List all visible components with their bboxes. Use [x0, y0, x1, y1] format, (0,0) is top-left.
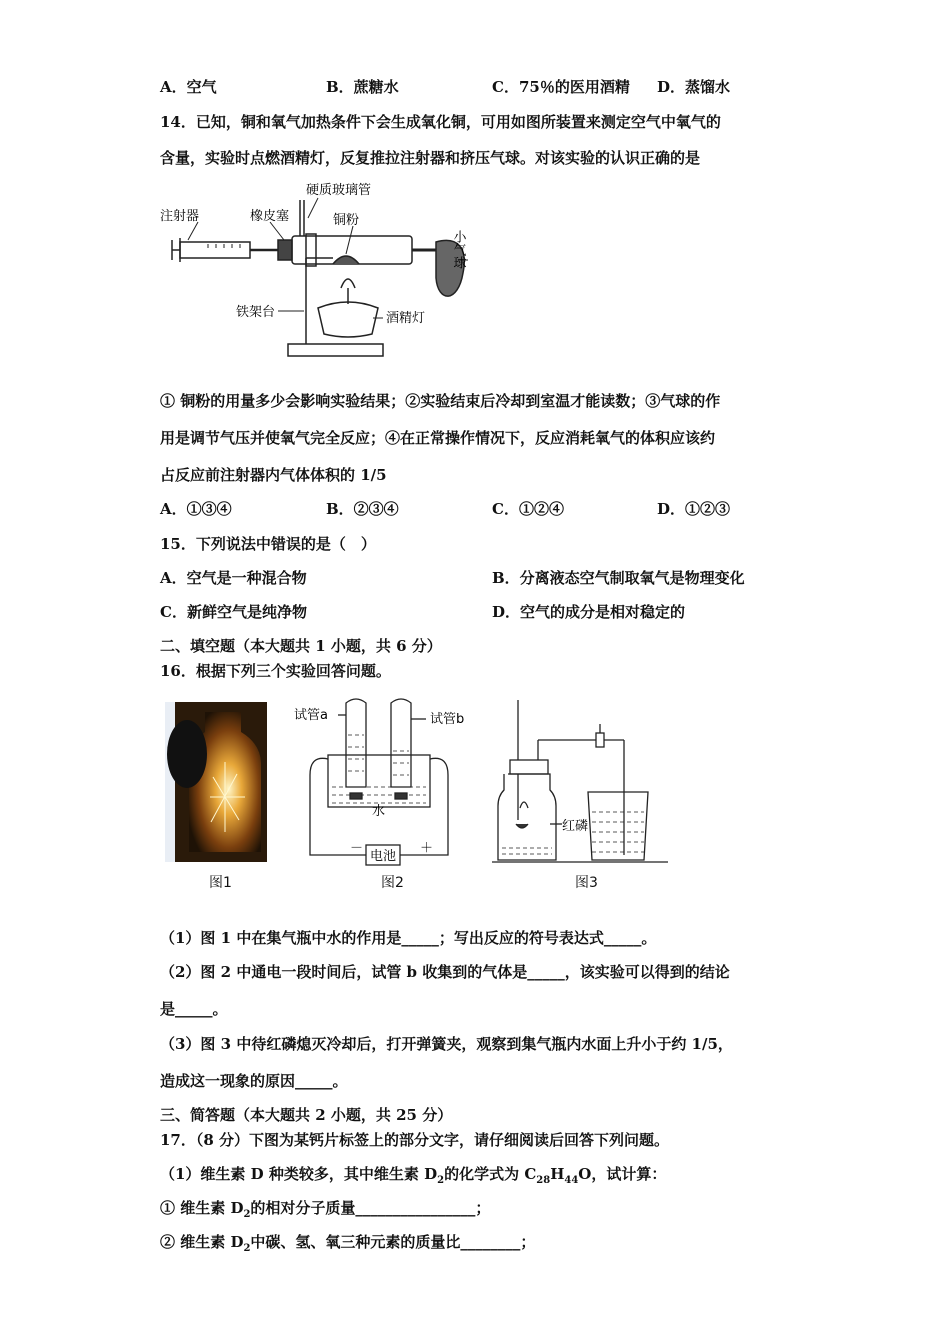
q14-option-c: C．①②④ [492, 500, 564, 518]
q17-stem: 17．（8 分）下图为某钙片标签上的部分文字，请仔细阅读后回答下列问题。 [160, 1131, 670, 1149]
q16-figure1-caption: 图1 [209, 875, 232, 891]
q17-sub2 [160, 1232, 535, 1259]
label-battery-minus: － [350, 841, 364, 856]
q17-part1-h-count: 44 [564, 1175, 579, 1186]
label-water: 水 [372, 804, 386, 819]
q15-option-a: A．空气是一种混合物 [160, 569, 307, 587]
q13-option-b: B．蔗糖水 [326, 78, 399, 96]
label-stopper: 橡皮塞 [250, 209, 290, 224]
q17-sub1-pre: ① 维生素 D [160, 1199, 244, 1217]
q15-option-b: B．分离液态空气制取氧气是物理变化 [492, 569, 745, 587]
q17-sub2-pre: ② 维生素 D [160, 1233, 244, 1251]
q16-part2-line2: 是_____。 [160, 1000, 228, 1018]
label-syringe: 注射器 [160, 209, 200, 224]
q14-option-d: D．①②③ [657, 500, 731, 518]
q17-part1-pre: （1）维生素 D 种类较多，其中维生素 D [160, 1165, 438, 1183]
q14-stem-line2: 含量，实验时点燃酒精灯，反复推拉注射器和挤压气球。对该实验的认识正确的是 [160, 149, 701, 167]
q14-statement-line3: 占反应前注射器内气体体积的 1/5 [160, 466, 387, 484]
section-fill-in-title: 二、填空题（本大题共 1 小题，共 6 分） [160, 637, 442, 655]
q16-part3-line2: 造成这一现象的原因_____。 [160, 1072, 348, 1090]
q17-part1-sub: 2 [437, 1175, 445, 1186]
q16-part3-line1: （3）图 3 中待红磷熄灭冷却后，打开弹簧夹，观察到集气瓶内水面上升小于约 1/5， [160, 1035, 733, 1053]
q16-part1: （1）图 1 中在集气瓶中水的作用是_____；写出反应的符号表达式_____。 [160, 929, 657, 947]
q14-option-b: B．②③④ [326, 500, 399, 518]
label-tube-b: 试管b [430, 712, 465, 727]
q15-stem: 15．下列说法中错误的是（ ） [160, 535, 376, 553]
q16-figure3-phosphorus [492, 700, 672, 866]
q17-sub1-post: 的相对分子质量________________； [250, 1199, 491, 1217]
q17-part1-post: O，试计算： [578, 1165, 667, 1183]
section-short-answer-title: 三、简答题（本大题共 2 小题，共 25 分） [160, 1106, 453, 1124]
label-copper: 铜粉 [333, 213, 360, 228]
q17-part1-mid: 的化学式为 C [444, 1165, 537, 1183]
q16-part2-line1: （2）图 2 中通电一段时间后，试管 b 收集到的气体是_____，该实验可以得到的结论 [160, 963, 730, 981]
q17-sub2-sub: 2 [243, 1243, 251, 1254]
q16-figure2-electrolysis [288, 695, 480, 867]
q15-option-d: D．空气的成分是相对稳定的 [492, 603, 686, 621]
label-alcohol-lamp: 酒精灯 [386, 311, 426, 326]
q16-figure2-caption: 图2 [381, 875, 404, 891]
q14-apparatus-figure [158, 178, 488, 364]
label-iron-stand: 铁架台 [236, 305, 276, 320]
label-red-phosphorus: 红磷 [562, 819, 589, 834]
q13-option-a: A．空气 [160, 78, 217, 96]
q17-part1-h: H [550, 1165, 565, 1183]
label-glass-tube: 硬质玻璃管 [306, 183, 372, 198]
q14-statement-line1: ① 铜粉的用量多少会影响实验结果；②实验结束后冷却到室温才能读数；③气球的作 [160, 392, 721, 410]
q13-option-c: C．75％的医用酒精 [492, 78, 630, 96]
q16-stem: 16．根据下列三个实验回答问题。 [160, 662, 391, 680]
label-battery-plus: ＋ [420, 841, 434, 856]
q17-part1 [160, 1164, 666, 1191]
q17-sub1 [160, 1198, 490, 1225]
q14-option-a: A．①③④ [160, 500, 232, 518]
q17-sub1-sub: 2 [243, 1209, 251, 1220]
q14-statement-line2: 用是调节气压并使氧气完全反应；④在正常操作情况下，反应消耗氧气的体积应该约 [160, 429, 716, 447]
q17-part1-c-count: 28 [536, 1175, 551, 1186]
q15-option-c: C．新鲜空气是纯净物 [160, 603, 307, 621]
label-battery: 电池 [370, 849, 397, 864]
label-balloon: 小气球 [450, 230, 466, 269]
q16-figure1-photo [165, 702, 267, 862]
q17-sub2-post: 中碳、氢、氧三种元素的质量比________； [250, 1233, 536, 1251]
q13-option-d: D．蒸馏水 [657, 78, 731, 96]
q14-stem-line1: 14．已知，铜和氧气加热条件下会生成氧化铜，可用如图所装置来测定空气中氧气的 [160, 113, 721, 131]
q16-figure3-caption: 图3 [575, 875, 598, 891]
label-tube-a: 试管a [294, 708, 328, 723]
